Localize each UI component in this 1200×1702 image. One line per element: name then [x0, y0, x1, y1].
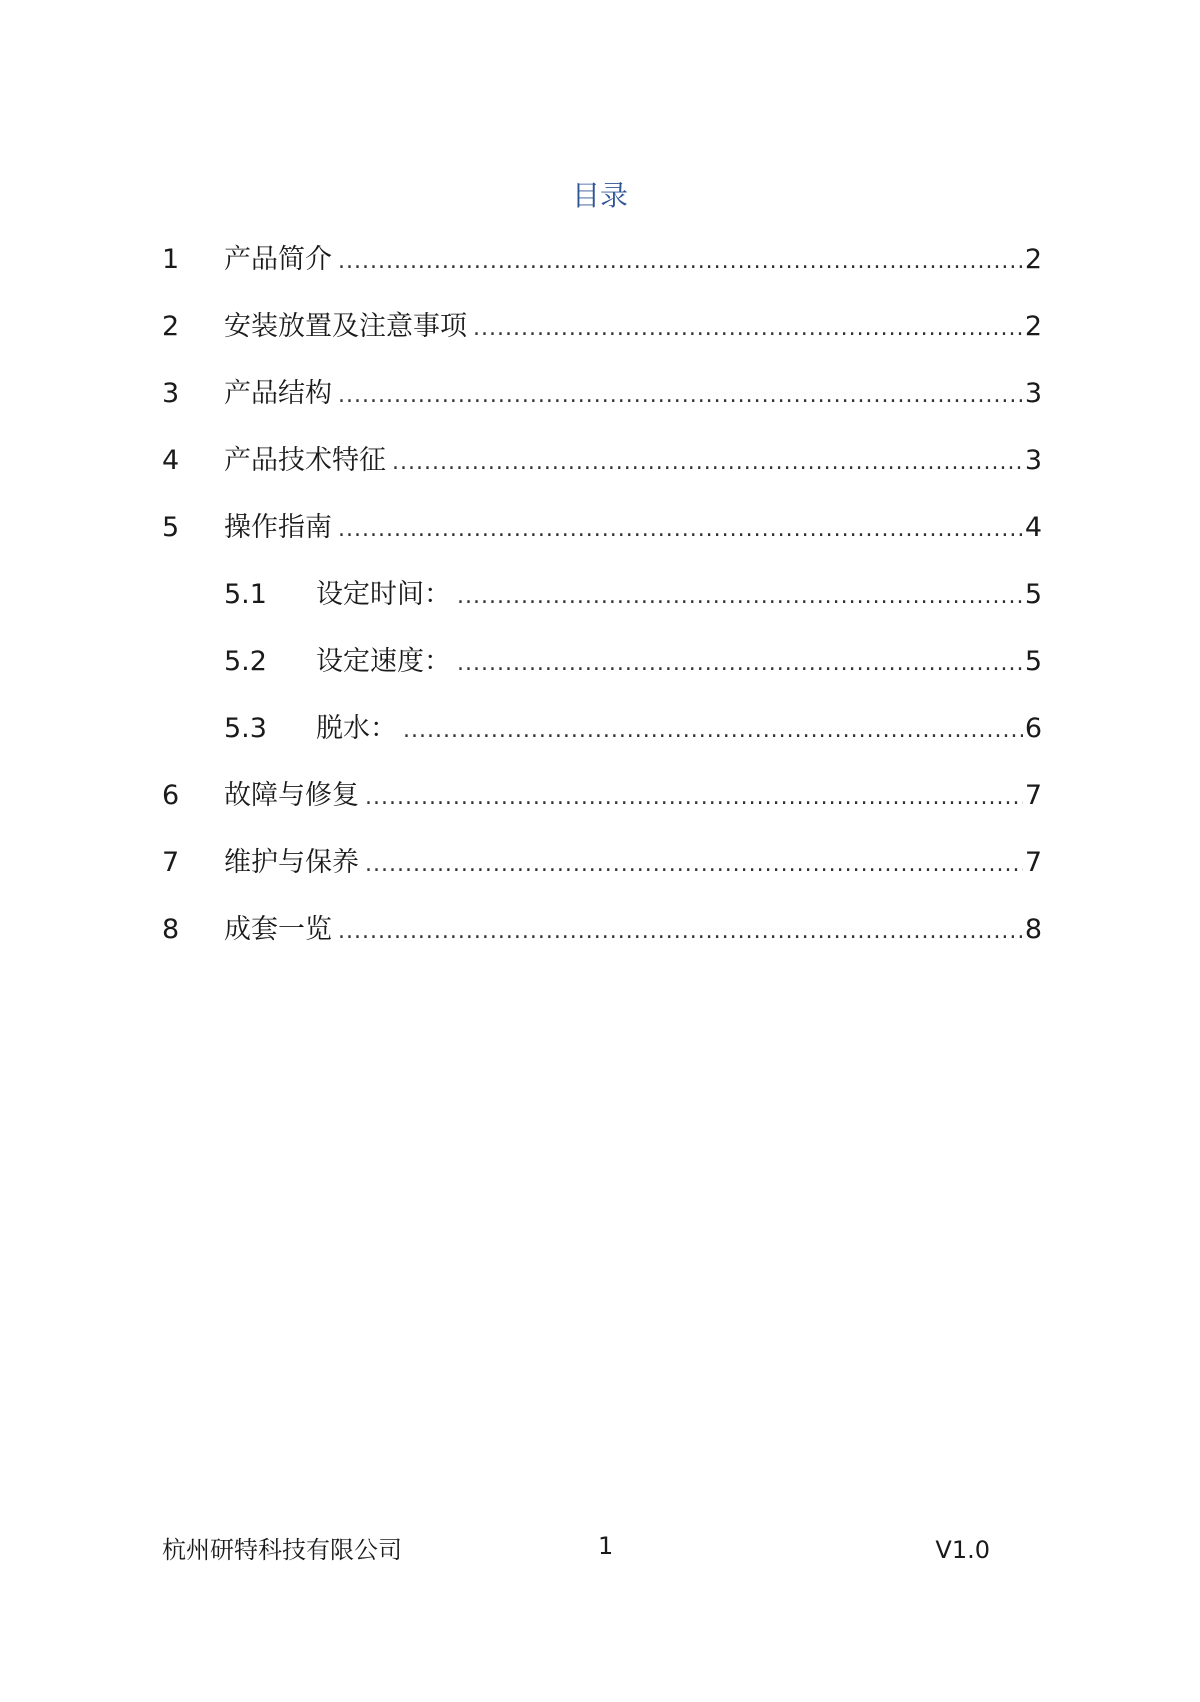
toc-dot-leader — [392, 443, 1023, 483]
toc-entry-title: 设定时间： — [316, 579, 451, 610]
toc-entry-page: 3 — [1024, 378, 1042, 409]
toc-entry-title: 故障与修复 — [224, 780, 359, 811]
toc-dot-leader — [338, 376, 1023, 416]
toc-entry-number: 1 — [162, 244, 180, 275]
toc-entry-title: 维护与保养 — [224, 847, 359, 878]
toc-entry[interactable] — [162, 910, 1042, 977]
toc-dot-leader — [338, 242, 1023, 282]
toc-title: 目录 — [571, 179, 628, 212]
page-footer — [162, 1530, 990, 1570]
toc-entry-number: 2 — [162, 311, 180, 342]
toc-list — [162, 240, 1042, 977]
toc-dot-leader — [365, 778, 1023, 818]
toc-entry-title: 成套一览 — [224, 914, 332, 945]
toc-dot-leader — [403, 711, 1023, 751]
footer-page-number: 1 — [598, 1532, 614, 1560]
toc-entry-number: 5 — [162, 512, 180, 543]
toc-entry[interactable] — [162, 307, 1042, 374]
toc-entry-page: 6 — [1024, 713, 1042, 744]
toc-entry-number: 4 — [162, 445, 180, 476]
footer-version: V1.0 — [935, 1536, 990, 1564]
toc-entry-title: 操作指南 — [224, 512, 332, 543]
toc-subentry[interactable] — [162, 709, 1042, 776]
toc-entry-page: 5 — [1024, 646, 1042, 677]
toc-entry-page: 5 — [1024, 579, 1042, 610]
toc-entry-title: 设定速度： — [316, 646, 451, 677]
toc-dot-leader — [457, 644, 1023, 684]
toc-subentry[interactable] — [162, 575, 1042, 642]
toc-dot-leader — [473, 309, 1023, 349]
toc-entry-number: 6 — [162, 780, 180, 811]
toc-entry-page: 7 — [1024, 847, 1042, 878]
toc-entry-number: 3 — [162, 378, 180, 409]
toc-entry-number: 5.3 — [224, 713, 267, 744]
toc-entry[interactable] — [162, 508, 1042, 575]
toc-entry-title: 产品结构 — [224, 378, 332, 409]
toc-entry-title: 产品简介 — [224, 244, 332, 275]
toc-entry-page: 2 — [1024, 311, 1042, 342]
toc-entry-number: 8 — [162, 914, 180, 945]
toc-subentry[interactable] — [162, 642, 1042, 709]
toc-dot-leader — [365, 845, 1023, 885]
toc-entry-page: 7 — [1024, 780, 1042, 811]
toc-entry-number: 7 — [162, 847, 180, 878]
toc-entry[interactable] — [162, 374, 1042, 441]
footer-company-name: 杭州研特科技有限公司 — [162, 1536, 402, 1564]
toc-entry-title: 脱水： — [316, 713, 397, 744]
toc-entry-page: 3 — [1024, 445, 1042, 476]
toc-entry[interactable] — [162, 843, 1042, 910]
toc-entry[interactable] — [162, 441, 1042, 508]
toc-dot-leader — [457, 577, 1023, 617]
toc-entry-page: 2 — [1024, 244, 1042, 275]
toc-entry-number: 5.2 — [224, 646, 267, 677]
toc-entry-title: 安装放置及注意事项 — [224, 311, 467, 342]
toc-entry[interactable] — [162, 240, 1042, 307]
toc-dot-leader — [338, 912, 1023, 952]
toc-entry-page: 4 — [1024, 512, 1042, 543]
toc-entry[interactable] — [162, 776, 1042, 843]
toc-entry-number: 5.1 — [224, 579, 267, 610]
toc-entry-page: 8 — [1024, 914, 1042, 945]
toc-dot-leader — [338, 510, 1023, 550]
toc-entry-title: 产品技术特征 — [224, 445, 386, 476]
